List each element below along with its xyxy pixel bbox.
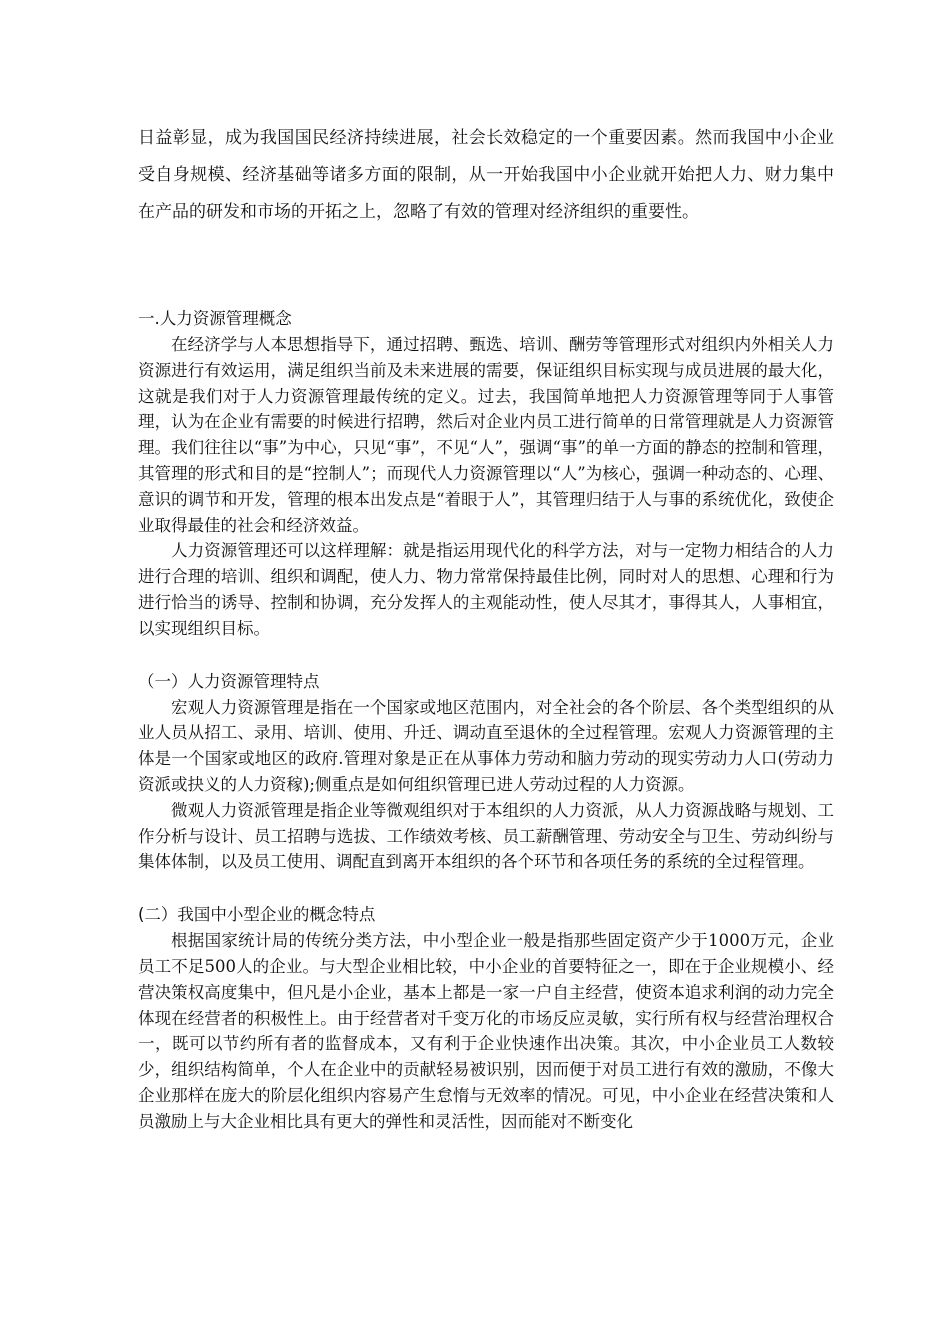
paragraph: 在经济学与人本思想指导下，通过招聘、甄选、培训、酬劳等管理形式对组织内外相关人力资源进行有效运用，满足组织当前及未来进展的需要，保证组织目标实现与成员进展的最大化，这就是我们对于人力资源管理最传统的定义。过去，我国简单地把人力资源管理等同于人事管理，认为在企业有需要的时候进行招聘，然后对企业内员工进行简单的日常管理就是人力资源管理。我们往往以“事”为中心，只见“事”，不见“人”，强调“事”的单一方面的静态的控制和管理，其管理的形式和目的是“控制人”；而现代人力资源管理以“人”为核心，强调一种动态的、心理、意识的调节和开发，管理的根本出发点是“着眼于人”，其管理归结于人与事的系统优化，致使企业取得最佳的社会和经济效益。 bbox=[138, 335, 834, 535]
section-body bbox=[138, 695, 834, 876]
section-hr-concept bbox=[138, 306, 834, 642]
section-heading: 一.人力资源管理概念 bbox=[138, 309, 292, 328]
paragraph: 人力资源管理还可以这样理解：就是指运用现代化的科学方法，对与一定物力相结合的人力进行合理的培训、组织和调配，使人力、物力常常保持最佳比例，同时对人的思想、心理和行为进行恰当的诱导、控制和协调，充分发挥人的主观能动性，使人尽其才，事得其人，人事相宜，以实现组织目标。 bbox=[138, 541, 834, 638]
intro-paragraph: 日益彰显，成为我国国民经济持续进展，社会长效稳定的一个重要因素。然而我国中小企业受自身规模、经济基础等诸多方面的限制，从一开始我国中小企业就开始把人力、财力集中在产品的研发和市场的开拓之上，忽略了有效的管理对经济组织的重要性。 bbox=[138, 128, 834, 222]
section-sme-features bbox=[138, 902, 834, 1134]
section-heading: （一）人力资源管理特点 bbox=[138, 671, 320, 691]
section-body bbox=[138, 332, 834, 642]
paragraph: 宏观人力资源管理是指在一个国家或地区范围内，对全社会的各个阶层、各个类型组织的从业人员从招工、录用、培训、使用、升迁、调动直至退休的全过程管理。宏观人力资源管理的主体是一个国家或地区的政府.管理对象是正在从事体力劳动和脑力劳动的现实劳动力人口(劳动力资派或抉义的人力资稼);侧重点是如何组织管理已进人劳动过程的人力资源。 bbox=[138, 697, 834, 794]
section-body bbox=[138, 928, 834, 1134]
intro-block bbox=[138, 120, 834, 231]
paragraph: 微观人力资派管理是指企业等微观组织对于本组织的人力资派，从人力资源战略与规划、工作分析与设计、员工招聘与选拔、工作绩效考核、员工薪酬管理、劳动安全与卫生、劳动纠纷与集体体制，以及员工使用、调配直到离开本组织的各个环节和各项任务的系统的全过程管理。 bbox=[138, 800, 834, 872]
paragraph: 根据国家统计局的传统分类方法，中小型企业一般是指那些固定资产少于1000万元，企业员工不足500人的企业。与大型企业相比较，中小企业的首要特征之一，即在于企业规模小、经营决策权高度集中，但凡是小企业，基本上都是一家一户自主经营，使资本追求利润的动力完全体现在经营者的积极性上。由于经营者对千变万化的市场反应灵敏，实行所有权与经营治理权合一，既可以节约所有者的监督成本，又有利于企业快速作出决策。其次，中小企业员工人数较少，组织结构简单，个人在企业中的贡献轻易被识别，因而便于对员工进行有效的激励，不像大企业那样在庞大的阶层化组织内容易产生怠惰与无效率的情况。可见，中小企业在经营决策和人员激励上与大企业相比具有更大的弹性和灵活性，因而能对不断变化 bbox=[138, 931, 834, 1131]
document-page bbox=[138, 120, 834, 1135]
section-hr-features bbox=[138, 669, 834, 876]
section-heading: (二）我国中小型企业的概念特点 bbox=[138, 905, 376, 925]
